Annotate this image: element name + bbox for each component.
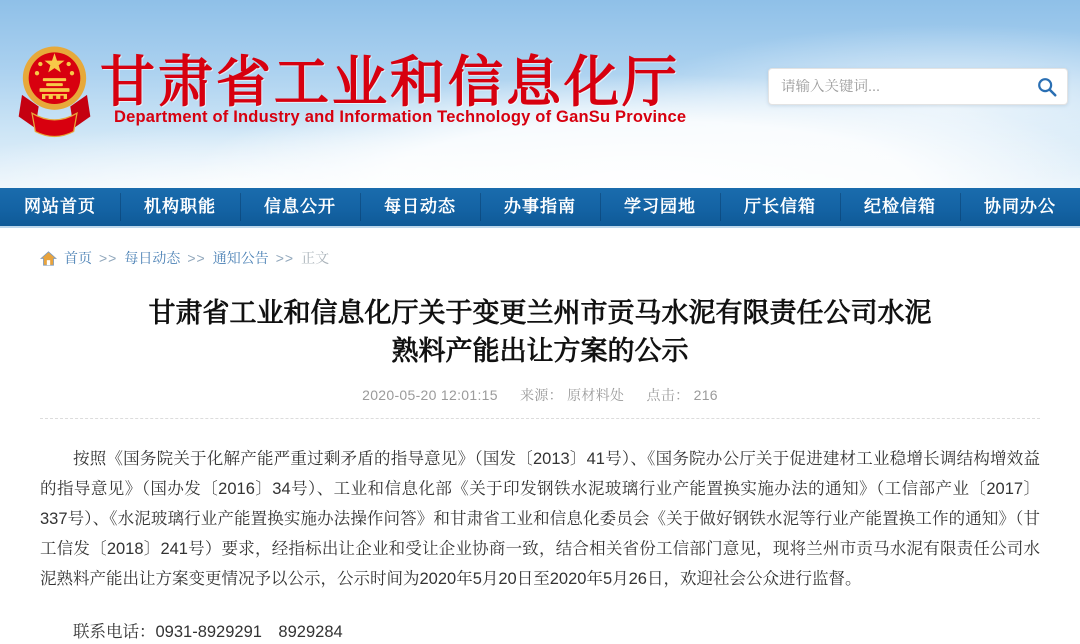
meta-divider (40, 418, 1040, 419)
breadcrumb-separator: >> (99, 250, 118, 266)
nav-item-daily[interactable]: 每日动态 (360, 188, 480, 226)
article-hits: 点击： 216 (646, 387, 718, 403)
home-icon (40, 251, 57, 266)
nav-item-study[interactable]: 学习园地 (600, 188, 720, 226)
search-input[interactable] (769, 79, 1027, 95)
article-meta (40, 385, 1040, 405)
article-paragraph: 按照《国务院关于化解产能严重过剩矛盾的指导意见》（国发〔2013〕41号）、《国务院办公厅关于促进建材工业稳增长调结构增效益的指导意见》（国办发〔2016〕34号）、工业和信息化部《关于印发钢铁水泥玻璃行业产能置换实施办法的通知》（工信部产业〔2017〕337号）、《水泥玻璃行业产能置换实施办法操作问答》和甘肃省工业和信息化委员会《关于做好钢铁水泥等行业产能置换工作的通知》（甘工信发〔2018〕241号）要求，经指标出让企业和受让企业协商一致，结合相关省份工信部门意见，现将兰州市贡马水泥有限责任公司水泥熟料产能出让方案变更情况予以公示，公示时间为2020年5月20日至2020年5月26日，欢迎社会公众进行监督。 (40, 450, 1040, 588)
site-header (0, 0, 1080, 188)
site-search (768, 68, 1068, 105)
nav-item-collab[interactable]: 协同办公 (960, 188, 1080, 226)
site-title: 甘肃省工业和信息化厅 (100, 51, 681, 113)
article-title: 甘肃省工业和信息化厅关于变更兰州市贡马水泥有限责任公司水泥熟料产能出让方案的公示 (148, 298, 932, 366)
search-button[interactable] (1027, 69, 1067, 104)
nav-item-guide[interactable]: 办事指南 (480, 188, 600, 226)
nav-item-discipline-mail[interactable]: 纪检信箱 (840, 188, 960, 226)
breadcrumb-notices[interactable]: 通知公告 (212, 250, 269, 266)
nav-item-home[interactable]: 网站首页 (24, 197, 96, 216)
article-contact: 联系电话：0931-8929291 8929284 (73, 623, 343, 641)
breadcrumb-separator: >> (187, 250, 206, 266)
breadcrumb-current: 正文 (301, 250, 330, 266)
page-content (0, 228, 1080, 642)
breadcrumb-home[interactable]: 首页 (64, 250, 92, 266)
search-icon (1036, 76, 1058, 98)
main-nav (0, 188, 1080, 226)
nav-item-director-mail[interactable]: 厅长信箱 (720, 188, 840, 226)
site-subtitle: Department of Industry and Information Technology of GanSu Province (114, 108, 687, 126)
breadcrumb-separator: >> (275, 250, 295, 266)
nav-item-info[interactable]: 信息公开 (240, 188, 360, 226)
national-emblem-logo (17, 28, 92, 150)
breadcrumb (40, 228, 1040, 268)
nav-item-functions[interactable]: 机构职能 (120, 188, 240, 226)
article-date: 2020-05-20 12:01:15 (362, 387, 498, 403)
breadcrumb-daily[interactable]: 每日动态 (124, 250, 181, 266)
article-source: 来源： 原材料处 (520, 387, 625, 403)
